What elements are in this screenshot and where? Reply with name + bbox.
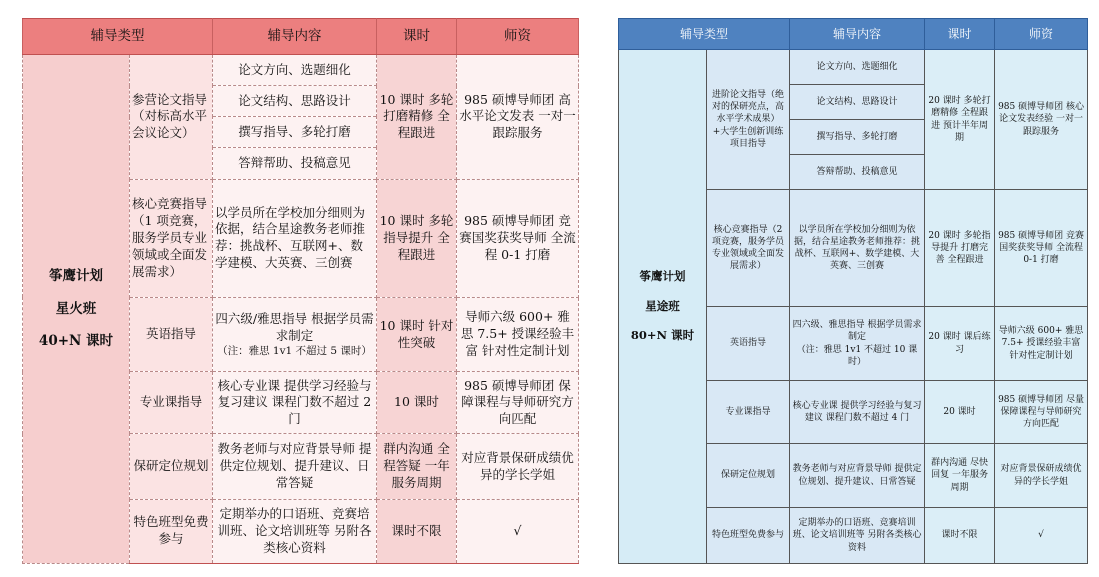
left-paper-item-2: 论文结构、思路设计 xyxy=(213,86,377,117)
right-special-content: 定期举办的口语班、竞赛培训班、论文培训班等 另附各类核心资料 xyxy=(790,508,925,564)
left-english-cell xyxy=(213,297,377,371)
right-english-content: 四六级、雅思指导 根据学员需求制定 xyxy=(792,320,922,343)
left-pricing-table xyxy=(22,18,579,564)
left-program-hours: 40+N 课时 xyxy=(38,333,114,350)
left-english-type: 英语指导 xyxy=(130,297,213,371)
left-major-type: 专业课指导 xyxy=(130,372,213,434)
right-pricing-table xyxy=(618,18,1088,564)
left-postgrad-type: 保研定位规划 xyxy=(130,434,213,499)
left-paper-hours: 10 课时 多轮打磨精修 全程跟进 xyxy=(377,55,457,179)
left-header-content: 辅导内容 xyxy=(213,19,377,55)
left-special-hours: 课时不限 xyxy=(377,499,457,563)
right-paper-teachers: 985 硕博导师团 核心论文发表经验 一对一跟踪服务 xyxy=(995,50,1088,190)
left-major-hours: 10 课时 xyxy=(377,372,457,434)
left-paper-teachers: 985 硕博导师团 高水平论文发表 一对一跟踪服务 xyxy=(457,55,579,179)
left-english-note: （注：雅思 1v1 不超过 5 课时） xyxy=(217,345,372,358)
right-paper-item-3: 撰写指导、多轮打磨 xyxy=(790,120,925,155)
left-competition-teachers: 985 硕博导师团 竞赛国奖获奖导师 全流程 0-1 打磨 xyxy=(457,179,579,297)
right-english-note: （注：雅思 1v1 不超过 10 课时） xyxy=(796,344,918,367)
right-postgrad-teachers: 对应背景保研成绩优异的学长学姐 xyxy=(995,444,1088,508)
right-header-hours: 课时 xyxy=(925,19,995,50)
left-special-content: 定期举办的口语班、竞赛培训班、论文培训班等 另附各类核心资料 xyxy=(213,499,377,563)
right-postgrad-hours: 群内沟通 尽快回复 一年服务周期 xyxy=(925,444,995,508)
left-header-type: 辅导类型 xyxy=(23,19,213,55)
right-header-type: 辅导类型 xyxy=(619,19,790,50)
left-english-content: 四六级/雅思指导 根据学员需求制定 xyxy=(215,310,374,343)
right-english-teachers: 导师六级 600+ 雅思 7.5+ 授课经验丰富 针对性定制计划 xyxy=(995,307,1088,381)
right-competition-content: 以学员所在学校加分细则为依据，结合星途教务老师推荐：挑战杯、互联网+、数学建模、大英赛、三创赛 xyxy=(790,190,925,307)
left-english-hours: 10 课时 针对性突破 xyxy=(377,297,457,371)
right-paper-item-2: 论文结构、思路设计 xyxy=(790,85,925,120)
left-header-teachers: 师资 xyxy=(457,19,579,55)
left-special-type: 特色班型免费参与 xyxy=(130,499,213,563)
right-header-row xyxy=(619,19,1088,50)
right-program-class: 星途班 xyxy=(645,298,680,313)
right-major-hours: 20 课时 xyxy=(925,381,995,444)
left-postgrad-content: 教务老师与对应背景导师 提供定位规划、提升建议、日常答疑 xyxy=(213,434,377,499)
right-major-content: 核心专业课 提供学习经验与复习建议 课程门数不超过 4 门 xyxy=(790,381,925,444)
left-english-teachers: 导师六级 600+ 雅思 7.5+ 授课经验丰富 针对性定制计划 xyxy=(457,297,579,371)
right-program-name: 筝鹰计划 xyxy=(639,268,686,283)
left-paper-item-3: 撰写指导、多轮打磨 xyxy=(213,117,377,148)
right-english-hours: 20 课时 课后练习 xyxy=(925,307,995,381)
right-competition-type: 核心竞赛指导（2 项竞赛，服务学员专业领域或全面发展需求） xyxy=(707,190,790,307)
right-program-cell xyxy=(619,50,707,564)
right-paper-item-1: 论文方向、选题细化 xyxy=(790,50,925,85)
right-special-hours: 课时不限 xyxy=(925,508,995,564)
left-postgrad-teachers: 对应背景保研成绩优异的学长学姐 xyxy=(457,434,579,499)
right-paper-item-4: 答辩帮助、投稿意见 xyxy=(790,155,925,190)
right-english-cell xyxy=(790,307,925,381)
left-special-teachers: √ xyxy=(457,499,579,563)
right-competition-teachers: 985 硕博导师团 竞赛国奖获奖导师 全流程 0-1 打磨 xyxy=(995,190,1088,307)
right-special-teachers: √ xyxy=(995,508,1088,564)
left-header-row xyxy=(23,19,579,55)
left-paper-item-1: 论文方向、选题细化 xyxy=(213,55,377,86)
right-special-type: 特色班型免费参与 xyxy=(707,508,790,564)
left-program-cell xyxy=(23,55,130,564)
left-paper-type: 参营论文指导（对标高水平会议论文） xyxy=(130,55,213,179)
right-program-hours: 80+N 课时 xyxy=(630,328,695,343)
right-competition-hours: 20 课时 多轮指导提升 打磨完善 全程跟进 xyxy=(925,190,995,307)
right-paper-hours: 20 课时 多轮打磨精修 全程跟进 预计半年周期 xyxy=(925,50,995,190)
left-postgrad-hours: 群内沟通 全程答疑 一年服务周期 xyxy=(377,434,457,499)
left-header-hours: 课时 xyxy=(377,19,457,55)
left-paper-item-4: 答辩帮助、投稿意见 xyxy=(213,148,377,179)
right-paper-type: 进阶论文指导（绝对的保研亮点，高水平学术成果）+大学生创新训练项目指导 xyxy=(707,50,790,190)
left-competition-hours: 10 课时 多轮指导提升 全程跟进 xyxy=(377,179,457,297)
right-header-content: 辅导内容 xyxy=(790,19,925,50)
left-major-content: 核心专业课 提供学习经验与复习建议 课程门数不超过 2 门 xyxy=(213,372,377,434)
right-postgrad-content: 教务老师与对应背景导师 提供定位规划、提升建议、日常答疑 xyxy=(790,444,925,508)
left-program-class: 星火班 xyxy=(55,300,97,317)
left-program-name: 筝鹰计划 xyxy=(49,268,103,285)
left-major-teachers: 985 硕博导师团 保障课程与导师研究方向匹配 xyxy=(457,372,579,434)
right-major-teachers: 985 硕博导师团 尽量保障课程与导师研究方向匹配 xyxy=(995,381,1088,444)
left-competition-content: 以学员所在学校加分细则为依据，结合星途教务老师推荐：挑战杯、互联网+、数学建模、大英赛、三创赛 xyxy=(213,179,377,297)
right-header-teachers: 师资 xyxy=(995,19,1088,50)
right-postgrad-type: 保研定位规划 xyxy=(707,444,790,508)
right-english-type: 英语指导 xyxy=(707,307,790,381)
right-major-type: 专业课指导 xyxy=(707,381,790,444)
left-competition-type: 核心竞赛指导（1 项竞赛，服务学员专业领域或全面发展需求） xyxy=(130,179,213,297)
